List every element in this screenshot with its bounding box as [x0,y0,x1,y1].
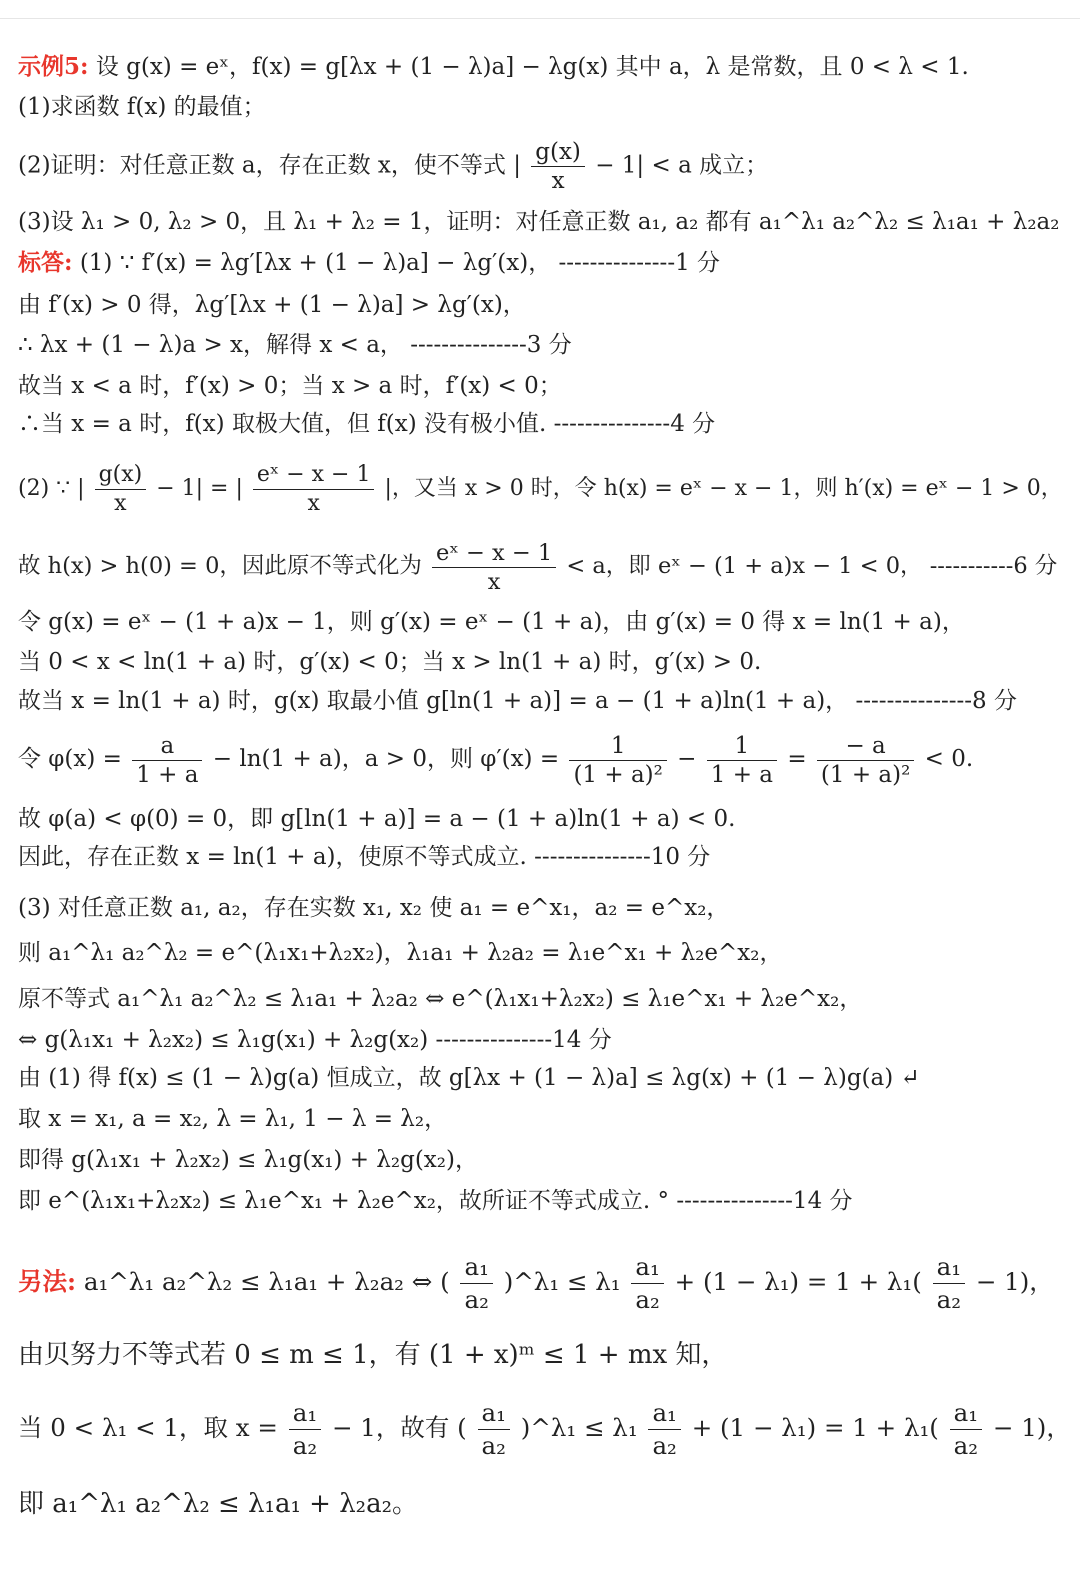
fraction-denominator: x [432,567,556,596]
fraction [95,461,147,518]
answer-text: < a，即 eˣ − (1 + a)x − 1 < 0， [566,553,923,579]
answer-text: 原不等式 a₁^λ₁ a₂^λ₂ ≤ λ₁a₁ + λ₂a₂ ⇔ e^(λ₁x₁+λ₂x₂) ≤ λ₁e^x₁ + λ₂e^x₂， [18,986,863,1012]
answer-line-9 [18,647,1072,677]
answer-text: 由贝努力不等式若 0 ≤ m ≤ 1，有 (1 + x)ᵐ ≤ 1 + mx 知， [18,1340,728,1370]
fraction-numerator: eˣ − x − 1 [436,539,553,566]
answer-text: |，又当 x > 0 时，令 h(x) = eˣ − x − 1，则 h′(x) = eˣ − 1 > 0， [384,476,1063,501]
fraction-denominator: (1 + a)² [569,760,666,789]
fraction-numerator: eˣ − x − 1 [256,461,371,487]
answer-text: 由 f′(x) > 0 得，λg′[λx + (1 − λ)a] > λg′(x)， [18,292,526,318]
answer-text: 故 h(x) > h(0) = 0，因此原不等式化为 [18,553,422,579]
score-mark: -----------6 分 [929,553,1058,579]
answer-text: = [787,746,807,772]
answer-text: − 1| = | [156,476,243,501]
question-3-text: (3)设 λ₁ > 0, λ₂ > 0，且 λ₁ + λ₂ = 1，证明：对任意正数 a₁, a₂ 都有 a₁^λ₁ a₂^λ₂ ≤ λ₁a₁ + λ₂a₂ [18,209,1060,235]
answer-text: 令 g(x) = eˣ − (1 + a)x − 1，则 g′(x) = eˣ − (1 + a)，由 g′(x) = 0 得 x = ln(1 + a)， [18,609,965,635]
answer-text: 因此，存在正数 x = ln(1 + a)，使原不等式成立. [18,844,527,870]
answer-text: 故 φ(a) < φ(0) = 0，即 g[ln(1 + a)] = a − (1 + a)ln(1 + a) < 0. [18,806,736,832]
answer-line-14 [18,893,1072,923]
answer-text: − 1)， [992,1413,1071,1442]
answer-line-1 [18,248,1072,278]
answer-text: (2) ∵ | [18,476,85,501]
fraction-numerator: g(x) [98,461,143,487]
fraction-numerator: a₁ [635,1252,660,1281]
answer-line-4 [18,371,1072,401]
fraction [950,1397,982,1462]
alt-method-label: 另法: [18,1267,77,1296]
answer-text: 当 0 < λ₁ < 1，取 x = [18,1413,278,1442]
fraction-denominator: a₂ [933,1283,965,1316]
answer-text: − 1)， [975,1267,1054,1296]
fraction-numerator: 1 [734,732,750,759]
problem-title-line [18,52,1072,82]
answer-text: ∴ λx + (1 − λ)a > x，解得 x < a， [18,332,403,358]
answer-text: − ln(1 + a)，a > 0，则 φ′(x) = [212,746,560,772]
answer-line-6 [18,456,1072,522]
alt-method-line-2 [18,1338,1072,1372]
question-1 [18,92,1072,122]
fraction-denominator: x [531,166,585,195]
answer-text: (3) 对任意正数 a₁, a₂，存在实数 x₁, x₂ 使 a₁ = e^x₁，a₂ = e^x₂， [18,895,730,921]
answer-text: 即 e^(λ₁x₁+λ₂x₂) ≤ λ₁e^x₁ + λ₂e^x₂，故所证不等式成立. ° [18,1188,670,1214]
score-mark: ---------------10 分 [534,844,711,870]
answer-text: − [677,746,697,772]
answer-text: 令 φ(x) = [18,746,122,772]
fraction [817,732,914,789]
fraction-denominator: x [253,489,375,518]
answer-text: )^λ₁ ≤ λ₁ [520,1413,638,1442]
answer-text: 由 (1) 得 f(x) ≤ (1 − λ)g(a) 恒成立，故 g[λx + (1 − λ)a] ≤ λg(x) + (1 − λ)g(a) ↵ [18,1065,920,1091]
fraction-numerator: 1 [610,732,626,759]
answer-text: 即 a₁^λ₁ a₂^λ₂ ≤ λ₁a₁ + λ₂a₂。 [18,1489,419,1519]
fraction [253,461,375,518]
question-1-text: (1)求函数 f(x) 的最值； [18,94,266,120]
fraction-denominator: x [95,489,147,518]
question-2 [18,138,1072,195]
answer-text: ∴当 x = a 时，f(x) 取极大值，但 f(x) 没有极小值. [18,411,547,437]
answer-text: 故当 x = ln(1 + a) 时，g(x) 取最小值 g[ln(1 + a)] = a − (1 + a)ln(1 + a)， [18,688,849,714]
question-3 [18,207,1072,237]
answer-line-16 [18,984,1072,1014]
alt-method-line-4 [18,1487,1072,1521]
q2-pre: (2)证明：对任意正数 a，存在正数 x，使不等式 | [18,152,521,179]
answer-line-17 [18,1025,1072,1055]
alt-method-line-1 [18,1246,1072,1318]
fraction-numerator: a₁ [481,1398,506,1427]
fraction-numerator: a₁ [953,1398,979,1427]
answer-line-19 [18,1104,1072,1134]
fraction-denominator: a₂ [460,1283,492,1316]
fraction-denominator: a₂ [478,1429,510,1462]
answer-text: 故当 x < a 时，f′(x) > 0；当 x > a 时，f′(x) < 0； [18,373,562,399]
answer-text: 即得 g(λ₁x₁ + λ₂x₂) ≤ λ₁g(x₁) + λ₂g(x₂)， [18,1147,478,1173]
fraction [933,1251,965,1316]
fraction-numerator: a₁ [652,1398,677,1427]
answer-text: (1) ∵ f′(x) = λg′[λx + (1 − λ)a] − λg′(x)， [79,250,552,276]
fraction [569,732,666,789]
answer-line-12 [18,804,1072,834]
answer-text: < 0. [924,746,974,772]
score-mark: ---------------3 分 [410,332,572,358]
fraction [432,539,556,596]
answer-text: a₁^λ₁ a₂^λ₂ ≤ λ₁a₁ + λ₂a₂ ⇔ ( [83,1267,450,1296]
answer-line-5 [18,409,1072,439]
answer-text: 则 a₁^λ₁ a₂^λ₂ = e^(λ₁x₁+λ₂x₂)，λ₁a₁ + λ₂a₂ = λ₁e^x₁ + λ₂e^x₂， [18,940,783,966]
answer-text: − 1，故有 ( [331,1413,467,1442]
fraction-numerator: a₁ [292,1398,318,1427]
answer-line-21 [18,1186,1072,1216]
answer-text: + (1 − λ₁) = 1 + λ₁( [674,1267,922,1296]
score-mark: ---------------4 分 [553,411,716,437]
fraction [648,1397,680,1462]
fraction-numerator: a₁ [936,1252,962,1281]
answer-label: 标答: [18,249,73,276]
fraction-denominator: a₂ [631,1283,663,1316]
answer-line-10 [18,686,1072,716]
score-mark: ---------------14 分 [676,1188,853,1214]
fraction-denominator: 1 + a [707,760,777,789]
fraction [460,1251,492,1316]
fraction-numerator: g(x) [535,139,581,165]
answer-line-18 [18,1063,1072,1093]
fraction-denominator: a₂ [950,1429,982,1462]
answer-line-15 [18,938,1072,968]
answer-line-20 [18,1145,1072,1175]
fraction-numerator: − a [845,732,886,759]
top-divider [0,18,1080,19]
fraction-denominator: (1 + a)² [817,760,914,789]
answer-line-11 [18,726,1072,792]
answer-text: 取 x = x₁, a = x₂, λ = λ₁, 1 − λ = λ₂， [18,1106,448,1132]
example-label: 示例5: [18,53,89,80]
fraction-denominator: a₂ [289,1429,321,1462]
answer-text: + (1 − λ₁) = 1 + λ₁( [691,1413,939,1442]
fraction-denominator: a₂ [648,1429,680,1462]
fraction [478,1397,510,1462]
answer-line-8 [18,607,1072,637]
q2-post: − 1| < a 成立； [595,152,769,179]
fraction [531,138,585,195]
answer-line-7 [18,533,1072,599]
alt-method-line-3 [18,1392,1072,1464]
answer-text: ⇔ g(λ₁x₁ + λ₂x₂) ≤ λ₁g(x₁) + λ₂g(x₂) [18,1027,429,1053]
fraction [132,732,202,789]
answer-text: 当 0 < x < ln(1 + a) 时，g′(x) < 0；当 x > ln(1 + a) 时，g′(x) > 0. [18,649,762,675]
fraction [631,1251,663,1316]
score-mark: ---------------8 分 [855,688,1018,714]
answer-text: )^λ₁ ≤ λ₁ [503,1267,621,1296]
answer-line-2 [18,290,1072,320]
fraction [289,1397,321,1462]
fraction-denominator: 1 + a [132,760,202,789]
answer-line-3 [18,330,1072,360]
score-mark: ---------------1 分 [558,250,721,276]
fraction [707,732,777,789]
fraction-numerator: a₁ [464,1252,489,1281]
answer-line-13 [18,842,1072,872]
fraction-numerator: a [160,732,175,759]
score-mark: ---------------14 分 [435,1027,612,1053]
problem-text: 设 g(x) = eˣ，f(x) = g[λx + (1 − λ)a] − λg(x) 其中 a，λ 是常数，且 0 < λ < 1. [95,54,969,80]
